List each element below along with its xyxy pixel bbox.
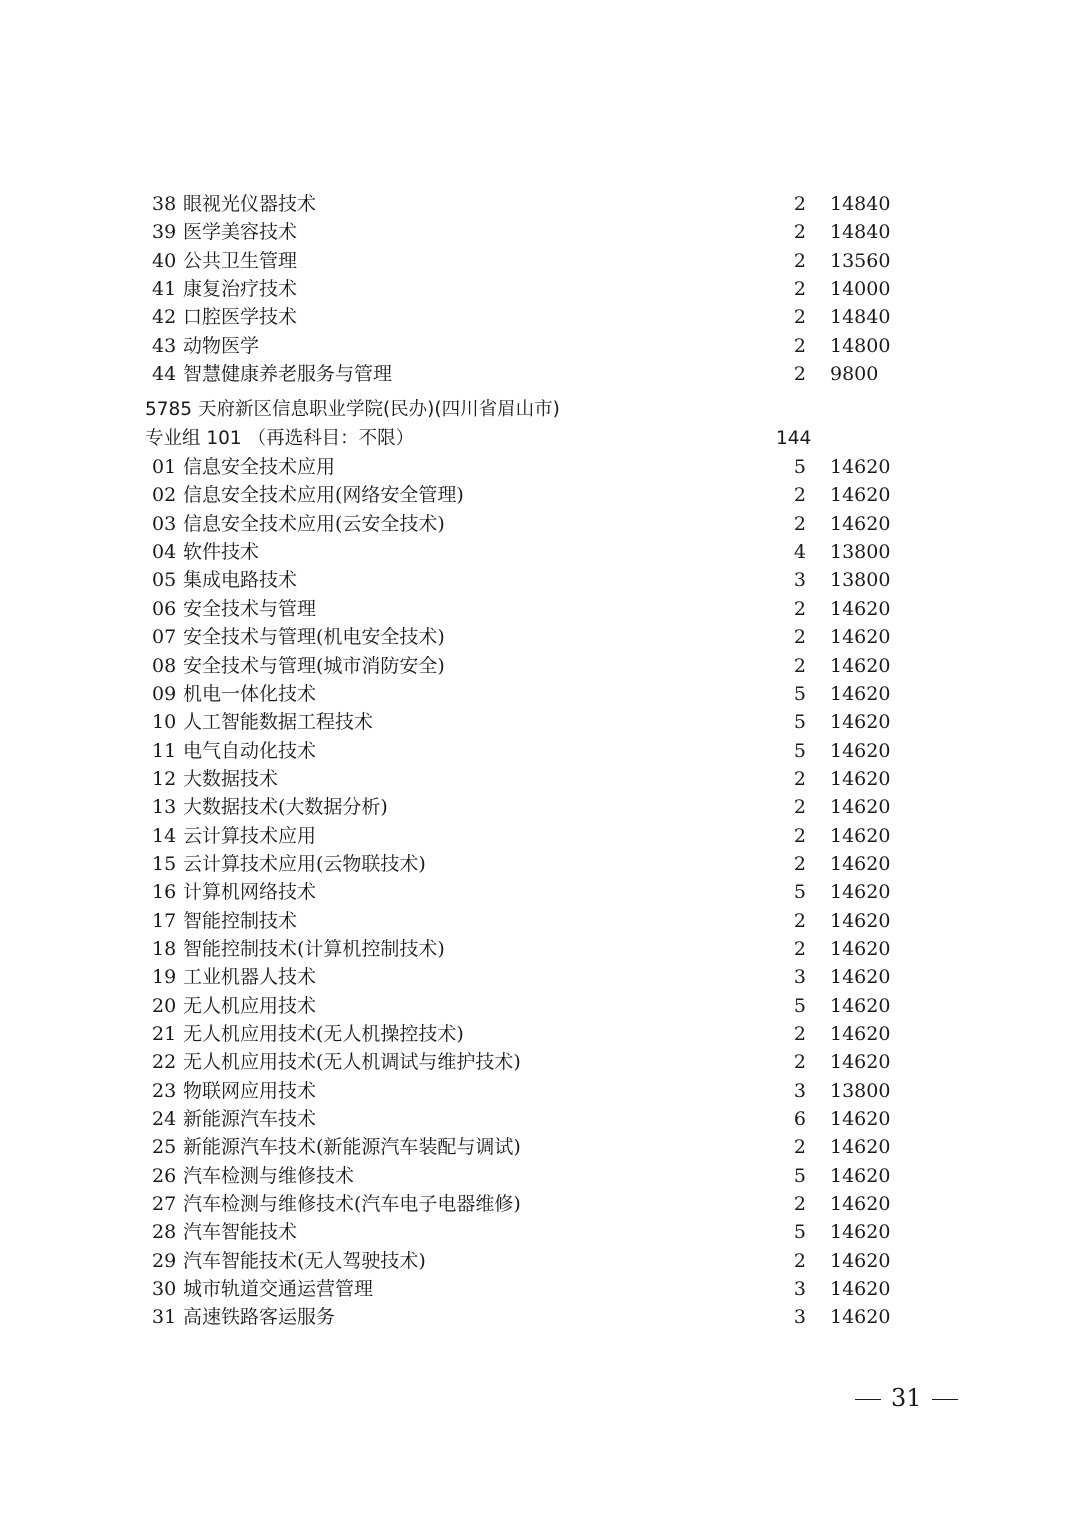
enrollment-count: 2 [793,484,806,507]
tuition-fee: 14620 [830,682,891,705]
enrollment-count: 5 [793,711,806,734]
school-title: 5785 天府新区信息职业学院(民办)(四川省眉山市) [145,399,560,421]
major-name: 计算机网络技术 [183,881,317,904]
major-name: 汽车智能技术(无人驾驶技术) [183,1249,426,1272]
row-number: 21 [152,1022,177,1045]
tuition-fee: 13560 [830,249,891,272]
enrollment-count: 2 [793,796,806,819]
row-number: 04 [152,541,177,564]
school-heading [0,396,1080,424]
enrollment-count: 2 [793,249,806,272]
major-name: 软件技术 [183,541,260,564]
enrollment-list [0,190,1080,1332]
major-name: 医学美容技术 [183,221,298,244]
row-number: 10 [152,711,177,734]
table-row [0,303,1080,331]
major-name: 汽车智能技术 [183,1221,298,1244]
row-number: 18 [152,937,177,960]
major-name: 云计算技术应用(云物联技术) [183,852,426,875]
group-total: 144 [776,427,812,449]
table-row [0,708,1080,736]
row-number: 14 [152,824,177,847]
page-number [845,1384,968,1412]
major-name: 工业机器人技术 [183,966,317,989]
enrollment-count: 2 [793,824,806,847]
major-name: 新能源汽车技术 [183,1108,317,1130]
enrollment-count: 5 [793,1221,806,1244]
major-name: 城市轨道交通运营管理 [183,1278,374,1301]
major-name: 新能源汽车技术(新能源汽车装配与调试) [183,1136,521,1159]
table-row [0,935,1080,963]
major-name: 物联网应用技术 [183,1079,317,1102]
previous-school-rows [0,190,1080,388]
tuition-fee: 14840 [830,193,891,215]
table-row [0,878,1080,906]
enrollment-count: 6 [793,1108,806,1130]
row-number: 16 [152,881,177,904]
enrollment-count: 5 [793,881,806,904]
row-number: 27 [152,1193,177,1216]
major-name: 信息安全技术应用 [183,456,336,479]
row-number: 11 [152,739,177,762]
major-name: 信息安全技术应用(网络安全管理) [183,484,464,507]
major-rows [0,453,1080,1332]
tuition-fee: 9800 [830,363,879,386]
major-name: 公共卫生管理 [183,249,298,272]
major-name: 汽车检测与维修技术 [183,1164,355,1187]
row-number: 26 [152,1164,177,1187]
row-number: 19 [152,966,177,989]
table-row [0,1133,1080,1161]
major-name: 智能控制技术 [183,909,298,932]
tuition-fee: 14620 [830,966,891,989]
enrollment-count: 4 [793,541,806,564]
row-number: 30 [152,1278,177,1301]
enrollment-count: 2 [793,937,806,960]
table-row [0,218,1080,246]
tuition-fee: 14840 [830,221,891,244]
row-number: 22 [152,1051,177,1074]
row-number: 41 [152,278,177,301]
row-number: 09 [152,682,177,705]
major-name: 大数据技术 [183,767,279,790]
major-name: 汽车检测与维修技术(汽车电子电器维修) [183,1193,521,1216]
table-row [0,1105,1080,1133]
table-row [0,190,1080,218]
table-row [0,765,1080,793]
table-row [0,1077,1080,1105]
tuition-fee: 13800 [830,541,891,564]
row-number: 03 [152,512,177,535]
enrollment-count: 2 [793,278,806,301]
enrollment-count: 2 [793,626,806,649]
enrollment-count: 2 [793,654,806,677]
tuition-fee: 14620 [830,1278,891,1301]
enrollment-count: 2 [793,909,806,932]
table-row [0,1048,1080,1076]
major-name: 康复治疗技术 [183,278,298,301]
row-number: 39 [152,221,177,244]
enrollment-count: 5 [793,456,806,479]
row-number: 07 [152,626,177,649]
table-row [0,510,1080,538]
table-row [0,793,1080,821]
tuition-fee: 14620 [830,711,891,734]
tuition-fee: 14620 [830,484,891,507]
table-row [0,1190,1080,1218]
enrollment-count: 2 [793,512,806,535]
tuition-fee: 14620 [830,1306,891,1329]
row-number: 24 [152,1108,177,1130]
tuition-fee: 14620 [830,1022,891,1045]
tuition-fee: 14620 [830,597,891,620]
enrollment-count: 3 [793,1306,806,1329]
enrollment-count: 3 [793,569,806,592]
major-name: 无人机应用技术 [183,994,317,1017]
major-name: 安全技术与管理(城市消防安全) [183,654,445,677]
table-row [0,850,1080,878]
row-number: 28 [152,1221,177,1244]
enrollment-count: 2 [793,334,806,357]
major-name: 无人机应用技术(无人机调试与维护技术) [183,1051,521,1074]
major-name: 信息安全技术应用(云安全技术) [183,512,445,535]
tuition-fee: 14620 [830,1164,891,1187]
table-row [0,453,1080,481]
major-name: 电气自动化技术 [183,739,317,762]
group-title: 专业组 101 （再选科目：不限） [145,427,415,449]
tuition-fee: 14840 [830,306,891,329]
table-row [0,737,1080,765]
group-heading [0,425,1080,453]
major-name: 动物医学 [183,334,260,357]
table-row [0,595,1080,623]
row-number: 38 [152,193,177,215]
enrollment-count: 2 [793,1051,806,1074]
major-name: 安全技术与管理(机电安全技术) [183,626,445,649]
table-row [0,247,1080,275]
tuition-fee: 14620 [830,852,891,875]
tuition-fee: 13800 [830,1079,891,1102]
tuition-fee: 14000 [830,278,891,301]
row-number: 08 [152,654,177,677]
row-number: 01 [152,456,177,479]
enrollment-count: 2 [793,221,806,244]
enrollment-count: 3 [793,966,806,989]
row-number: 20 [152,994,177,1017]
table-row [0,822,1080,850]
table-row [0,1162,1080,1190]
table-row [0,1218,1080,1246]
major-name: 眼视光仪器技术 [183,193,317,215]
major-name: 无人机应用技术(无人机操控技术) [183,1022,464,1045]
table-row [0,652,1080,680]
major-name: 人工智能数据工程技术 [183,711,374,734]
major-name: 安全技术与管理 [183,597,317,620]
tuition-fee: 14620 [830,824,891,847]
tuition-fee: 14620 [830,1193,891,1216]
row-number: 25 [152,1136,177,1159]
tuition-fee: 14620 [830,1108,891,1130]
row-number: 15 [152,852,177,875]
tuition-fee: 13800 [830,569,891,592]
tuition-fee: 14620 [830,909,891,932]
major-name: 大数据技术(大数据分析) [183,796,388,819]
enrollment-count: 2 [793,1136,806,1159]
enrollment-count: 3 [793,1079,806,1102]
tuition-fee: 14620 [830,654,891,677]
table-row [0,992,1080,1020]
page-number-value: 31 [891,1384,922,1412]
tuition-fee: 14620 [830,739,891,762]
row-number: 40 [152,249,177,272]
table-row [0,1020,1080,1048]
table-row [0,623,1080,651]
table-row [0,275,1080,303]
row-number: 43 [152,334,177,357]
table-row [0,1303,1080,1331]
table-row [0,360,1080,388]
row-number: 44 [152,363,177,386]
table-row [0,907,1080,935]
row-number: 17 [152,909,177,932]
row-number: 02 [152,484,177,507]
dash-right [932,1399,958,1401]
row-number: 42 [152,306,177,329]
major-name: 云计算技术应用 [183,824,317,847]
tuition-fee: 14620 [830,1051,891,1074]
tuition-fee: 14620 [830,937,891,960]
tuition-fee: 14620 [830,994,891,1017]
table-row [0,481,1080,509]
enrollment-count: 2 [793,1249,806,1272]
major-name: 集成电路技术 [183,569,298,592]
enrollment-count: 2 [793,363,806,386]
enrollment-count: 5 [793,682,806,705]
row-number: 31 [152,1306,177,1329]
enrollment-count: 2 [793,767,806,790]
tuition-fee: 14800 [830,334,891,357]
enrollment-count: 2 [793,1022,806,1045]
tuition-fee: 14620 [830,512,891,535]
major-name: 智慧健康养老服务与管理 [183,363,393,386]
tuition-fee: 14620 [830,1249,891,1272]
table-row [0,332,1080,360]
enrollment-count: 3 [793,1278,806,1301]
tuition-fee: 14620 [830,626,891,649]
tuition-fee: 14620 [830,767,891,790]
enrollment-count: 2 [793,1193,806,1216]
table-row [0,963,1080,991]
row-number: 29 [152,1249,177,1272]
table-row [0,538,1080,566]
major-name: 机电一体化技术 [183,682,317,705]
table-row [0,680,1080,708]
tuition-fee: 14620 [830,1221,891,1244]
row-number: 12 [152,767,177,790]
major-name: 高速铁路客运服务 [183,1306,336,1329]
table-row [0,1247,1080,1275]
tuition-fee: 14620 [830,796,891,819]
tuition-fee: 14620 [830,881,891,904]
enrollment-count: 2 [793,306,806,329]
tuition-fee: 14620 [830,1136,891,1159]
row-number: 05 [152,569,177,592]
row-number: 13 [152,796,177,819]
enrollment-count: 5 [793,739,806,762]
row-number: 23 [152,1079,177,1102]
major-name: 智能控制技术(计算机控制技术) [183,937,445,960]
tuition-fee: 14620 [830,456,891,479]
enrollment-count: 2 [793,193,806,215]
major-name: 口腔医学技术 [183,306,298,329]
dash-left [855,1399,881,1401]
row-number: 06 [152,597,177,620]
enrollment-count: 2 [793,597,806,620]
enrollment-count: 5 [793,1164,806,1187]
enrollment-count: 2 [793,852,806,875]
enrollment-count: 5 [793,994,806,1017]
table-row [0,566,1080,594]
table-row [0,1275,1080,1303]
